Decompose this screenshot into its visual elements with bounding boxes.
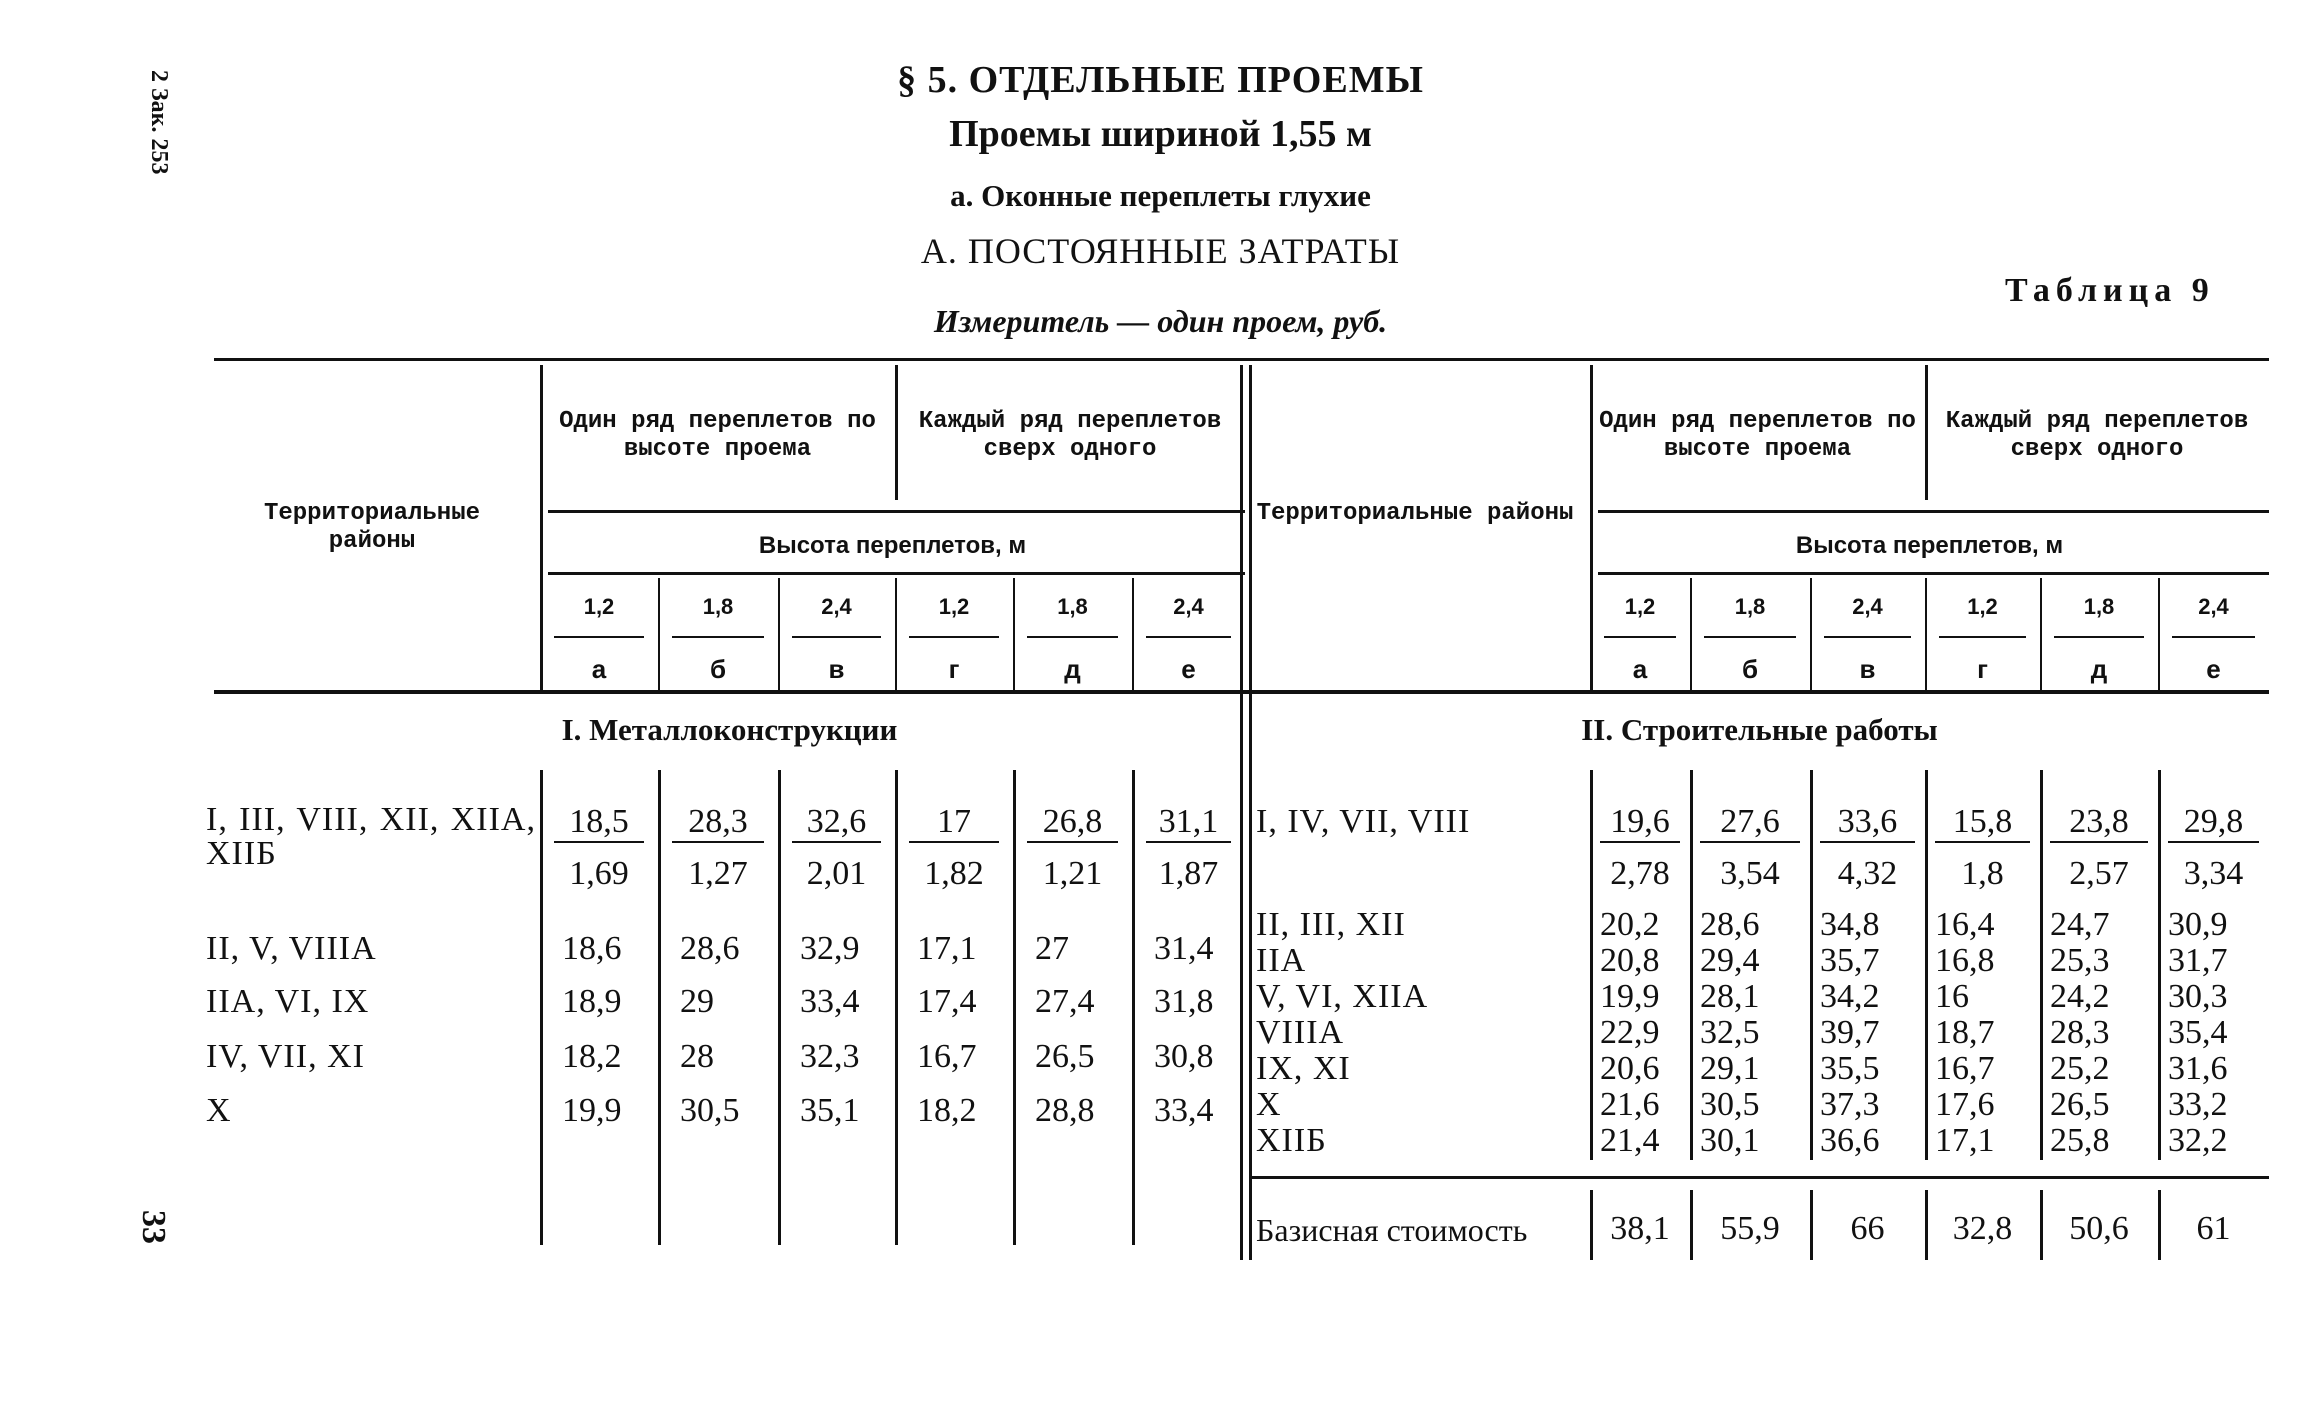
table-cell: 33,2 [2168, 1086, 2228, 1123]
table-cell: 19,6 [1600, 803, 1680, 843]
right-height-rule [1598, 510, 2269, 513]
table-cell: 3,54 [1720, 855, 1780, 892]
base-cost-cell: 55,9 [1720, 1210, 1780, 1247]
table-cell: 39,7 [1820, 1014, 1880, 1051]
table-cell: 21,4 [1600, 1122, 1660, 1159]
table-cell: 28,3 [2050, 1014, 2110, 1051]
table-cell: 30,5 [1700, 1086, 1760, 1123]
table-cell: 18,2 [562, 1038, 622, 1075]
subsection-title: а. Оконные переплеты глухие [950, 178, 1371, 213]
table-cell: 17,6 [1935, 1086, 1995, 1123]
table-cell: 1,87 [1158, 855, 1219, 892]
table-cell: 27,4 [1035, 983, 1095, 1020]
table-cell: 4,32 [1837, 855, 1898, 892]
table-cell: 25,8 [2050, 1122, 2110, 1159]
right-group2-header: Каждый ряд переплетов сверх одного [1945, 408, 2249, 463]
right-letter-rule [1824, 636, 1911, 638]
table-cell: 18,6 [562, 930, 622, 967]
left-height-2: 2,4 [821, 594, 852, 619]
right-group1-header: Один ряд переплетов по высоте проема [1599, 408, 1916, 463]
table-cell: 26,8 [1027, 803, 1118, 843]
table-cell: 18,2 [917, 1092, 977, 1129]
left-letter-rule [554, 636, 644, 638]
right-letter-1: б [1741, 654, 1759, 684]
table-cell: 24,2 [2050, 978, 2110, 1015]
left-group-divider [895, 365, 898, 500]
right-height-5: 2,4 [2198, 594, 2229, 619]
table-cell: 32,2 [2168, 1122, 2228, 1159]
table-cell: 25,3 [2050, 942, 2110, 979]
table-cell: 30,9 [2168, 906, 2228, 943]
right-height-1: 1,8 [1734, 594, 1766, 619]
right-height-header: Высота переплетов, м [1795, 532, 2064, 559]
right-letter-rule [1704, 636, 1796, 638]
table-number: Таблица 9 [2005, 272, 2215, 309]
table-cell: 19,9 [562, 1092, 622, 1129]
left-letter-rule [792, 636, 881, 638]
table-cell: 32,6 [792, 803, 881, 843]
left-col-divider [1013, 770, 1016, 1245]
table-cell: 31,8 [1154, 983, 1214, 1020]
halves-divider-b [1249, 365, 1252, 1260]
table-cell: 17,1 [917, 930, 977, 967]
base-cost-label: Базисная стоимость [1256, 1212, 1528, 1248]
table-cell: 32,5 [1700, 1014, 1760, 1051]
right-region-label: VIIIA [1256, 1014, 1345, 1051]
table-cell: 33,4 [1154, 1092, 1214, 1129]
left-col-divider [895, 770, 898, 1245]
left-letter-0: а [591, 654, 607, 684]
left-section-title: I. Металлоконструкции [561, 712, 898, 747]
table-cell: 28,1 [1700, 978, 1760, 1015]
right-letter-rule [2054, 636, 2144, 638]
left-regions-header: Территориальные районы [263, 500, 481, 555]
table-cell: 29,8 [2168, 803, 2259, 843]
left-region-label: I, III, VIII, XII, XIIA, XIIБ [206, 801, 536, 872]
right-col-divider [1590, 770, 1593, 1160]
right-col-divider [1925, 770, 1928, 1160]
table-cell: 28,6 [680, 930, 740, 967]
left-height-header: Высота переплетов, м [758, 532, 1027, 559]
section-title: § 5. ОТДЕЛЬНЫЕ ПРОЕМЫ [897, 59, 1424, 101]
table-cell: 37,3 [1820, 1086, 1880, 1123]
table-cell: 29,1 [1700, 1050, 1760, 1087]
left-letter-2: в [828, 654, 845, 684]
table-cell: 32,9 [800, 930, 860, 967]
table-cell: 15,8 [1935, 803, 2030, 843]
table-cell: 16,7 [917, 1038, 977, 1075]
table-cell: 28,8 [1035, 1092, 1095, 1129]
table-cell: 31,1 [1146, 803, 1231, 843]
page-number: 33 [135, 1210, 172, 1244]
left-region-label: IV, VII, XI [206, 1038, 365, 1075]
right-letter-rule [1604, 636, 1676, 638]
table-cell: 35,1 [800, 1092, 860, 1129]
table-cell: 34,8 [1820, 906, 1880, 943]
table-cell: 2,78 [1610, 855, 1670, 892]
table-cell: 1,21 [1042, 855, 1103, 892]
table-cell: 26,5 [2050, 1086, 2110, 1123]
right-height-4: 1,8 [2083, 594, 2115, 619]
table-cell: 28,6 [1700, 906, 1760, 943]
table-cell: 16,4 [1935, 906, 1995, 943]
right-height-0: 1,2 [1624, 594, 1656, 619]
left-height-4: 1,8 [1057, 594, 1088, 619]
table-cell: 18,7 [1935, 1014, 1995, 1051]
table-cell: 33,4 [800, 983, 860, 1020]
table-cell: 28 [680, 1038, 714, 1075]
right-region-label: V, VI, XIIA [1256, 978, 1429, 1015]
right-group-divider [1925, 365, 1928, 500]
left-letter-3: г [948, 654, 960, 684]
right-region-label: I, IV, VII, VIII [1256, 803, 1471, 840]
table-cell: 31,4 [1154, 930, 1214, 967]
base-cost-cell: 38,1 [1610, 1210, 1670, 1247]
left-letter-4: д [1064, 654, 1081, 684]
table-cell: 24,7 [2050, 906, 2110, 943]
right-section-title: II. Строительные работы [1581, 712, 1938, 747]
left-letter-1: б [709, 654, 727, 684]
base-cost-cell: 50,6 [2069, 1210, 2129, 1247]
table-cell: 17 [909, 803, 999, 843]
table-cell: 19,9 [1600, 978, 1660, 1015]
right-letter-4: д [2090, 654, 2108, 684]
left-col-divider [778, 770, 781, 1245]
table-cell: 18,9 [562, 983, 622, 1020]
order-number: 2 Зак. 253 [146, 70, 172, 175]
table-cell: 36,6 [1820, 1122, 1880, 1159]
table-cell: 30,5 [680, 1092, 740, 1129]
right-values-rule [1598, 572, 2269, 575]
table-cell: 2,57 [2069, 855, 2129, 892]
table-cell: 21,6 [1600, 1086, 1660, 1123]
table-cell: 1,69 [569, 855, 629, 892]
base-cost-cell: 61 [2196, 1210, 2231, 1247]
table-cell: 16 [1935, 978, 1969, 1015]
left-height-5: 2,4 [1173, 594, 1204, 619]
left-letter-rule [1027, 636, 1118, 638]
table-cell: 29 [680, 983, 714, 1020]
table-cell: 27,6 [1700, 803, 1800, 843]
table-cell: 20,2 [1600, 906, 1660, 943]
subtitle: Проемы шириной 1,55 м [949, 113, 1372, 155]
left-letter-rule [672, 636, 764, 638]
table-cell: 35,7 [1820, 942, 1880, 979]
table-cell: 27 [1035, 930, 1069, 967]
left-region-label: II, V, VIIIA [206, 930, 377, 967]
table-cell: 25,2 [2050, 1050, 2110, 1087]
right-region-label: X [1256, 1086, 1282, 1123]
right-col-divider [2158, 770, 2161, 1160]
table-cell: 28,3 [672, 803, 764, 843]
table-cell: 23,8 [2050, 803, 2148, 843]
left-regions-divider [540, 365, 543, 690]
right-col-divider [1810, 770, 1813, 1160]
left-letter-rule [909, 636, 999, 638]
right-height-3: 1,2 [1967, 594, 1998, 619]
table-cell: 33,6 [1820, 803, 1915, 843]
table-cell: 22,9 [1600, 1014, 1660, 1051]
table-cell: 16,7 [1935, 1050, 1995, 1087]
table-cell: 1,82 [924, 855, 984, 892]
table-cell: 30,3 [2168, 978, 2228, 1015]
right-region-label: II, III, XII [1256, 906, 1406, 943]
left-height-1: 1,8 [702, 594, 734, 619]
left-group1-header: Один ряд переплетов по высоте проема [559, 408, 876, 463]
right-regions-header: Территориальные районы [1256, 500, 1574, 527]
right-letter-2: в [1859, 654, 1876, 684]
table-cell: 31,6 [2168, 1050, 2228, 1087]
right-col-divider [2040, 770, 2043, 1160]
right-col-divider [1690, 770, 1693, 1160]
right-letter-0: а [1632, 654, 1648, 684]
halves-divider-a [1240, 365, 1243, 1260]
left-values-rule [548, 572, 1245, 575]
table-cell: 30,1 [1700, 1122, 1760, 1159]
table-cell: 30,8 [1154, 1038, 1214, 1075]
table-cell: 20,8 [1600, 942, 1660, 979]
left-group2-header: Каждый ряд переплетов сверх одного [918, 408, 1222, 463]
left-height-0: 1,2 [583, 594, 615, 619]
right-letter-rule [2172, 636, 2255, 638]
left-letter-rule [1146, 636, 1231, 638]
right-region-label: IX, XI [1256, 1050, 1351, 1087]
table-cell: 17,4 [917, 983, 977, 1020]
left-height-3: 1,2 [938, 594, 970, 619]
measure-unit: Измеритель — один проем, руб. [933, 303, 1388, 339]
table-cell: 18,5 [554, 803, 644, 843]
table-cell: 29,4 [1700, 942, 1760, 979]
right-height-2: 2,4 [1852, 594, 1883, 619]
table-cell: 17,1 [1935, 1122, 1995, 1159]
table-cell: 1,8 [1961, 855, 2004, 892]
right-regions-divider [1590, 365, 1593, 690]
right-letter-3: г [1977, 654, 1988, 684]
right-letter-5: е [2206, 654, 2221, 684]
table-cell: 31,7 [2168, 942, 2228, 979]
table-cell: 1,27 [688, 855, 748, 892]
left-letter-5: е [1181, 654, 1196, 684]
left-col-divider [1132, 770, 1135, 1245]
table-top-rule [214, 358, 2269, 361]
left-region-label: X [206, 1092, 232, 1129]
left-region-label: IIA, VI, IX [206, 983, 370, 1020]
right-region-label: XIIБ [1256, 1122, 1327, 1159]
right-letter-rule [1939, 636, 2026, 638]
table-cell: 35,5 [1820, 1050, 1880, 1087]
table-cell: 3,34 [2183, 855, 2244, 892]
left-height-rule [548, 510, 1245, 513]
table-cell: 32,3 [800, 1038, 860, 1075]
base-cost-rule [1250, 1176, 2269, 1179]
base-cost-cell: 66 [1850, 1210, 1885, 1247]
table-cell: 26,5 [1035, 1038, 1095, 1075]
table-cell: 16,8 [1935, 942, 1995, 979]
right-region-label: IIA [1256, 942, 1307, 979]
table-cell: 34,2 [1820, 978, 1880, 1015]
table-cell: 2,01 [806, 855, 867, 892]
left-col-divider [540, 770, 543, 1245]
left-col-divider [658, 770, 661, 1245]
base-cost-cell: 32,8 [1952, 1210, 2013, 1247]
cost-title: А. ПОСТОЯННЫЕ ЗАТРАТЫ [920, 231, 1401, 271]
table-cell: 35,4 [2168, 1014, 2228, 1051]
table-cell: 20,6 [1600, 1050, 1660, 1087]
